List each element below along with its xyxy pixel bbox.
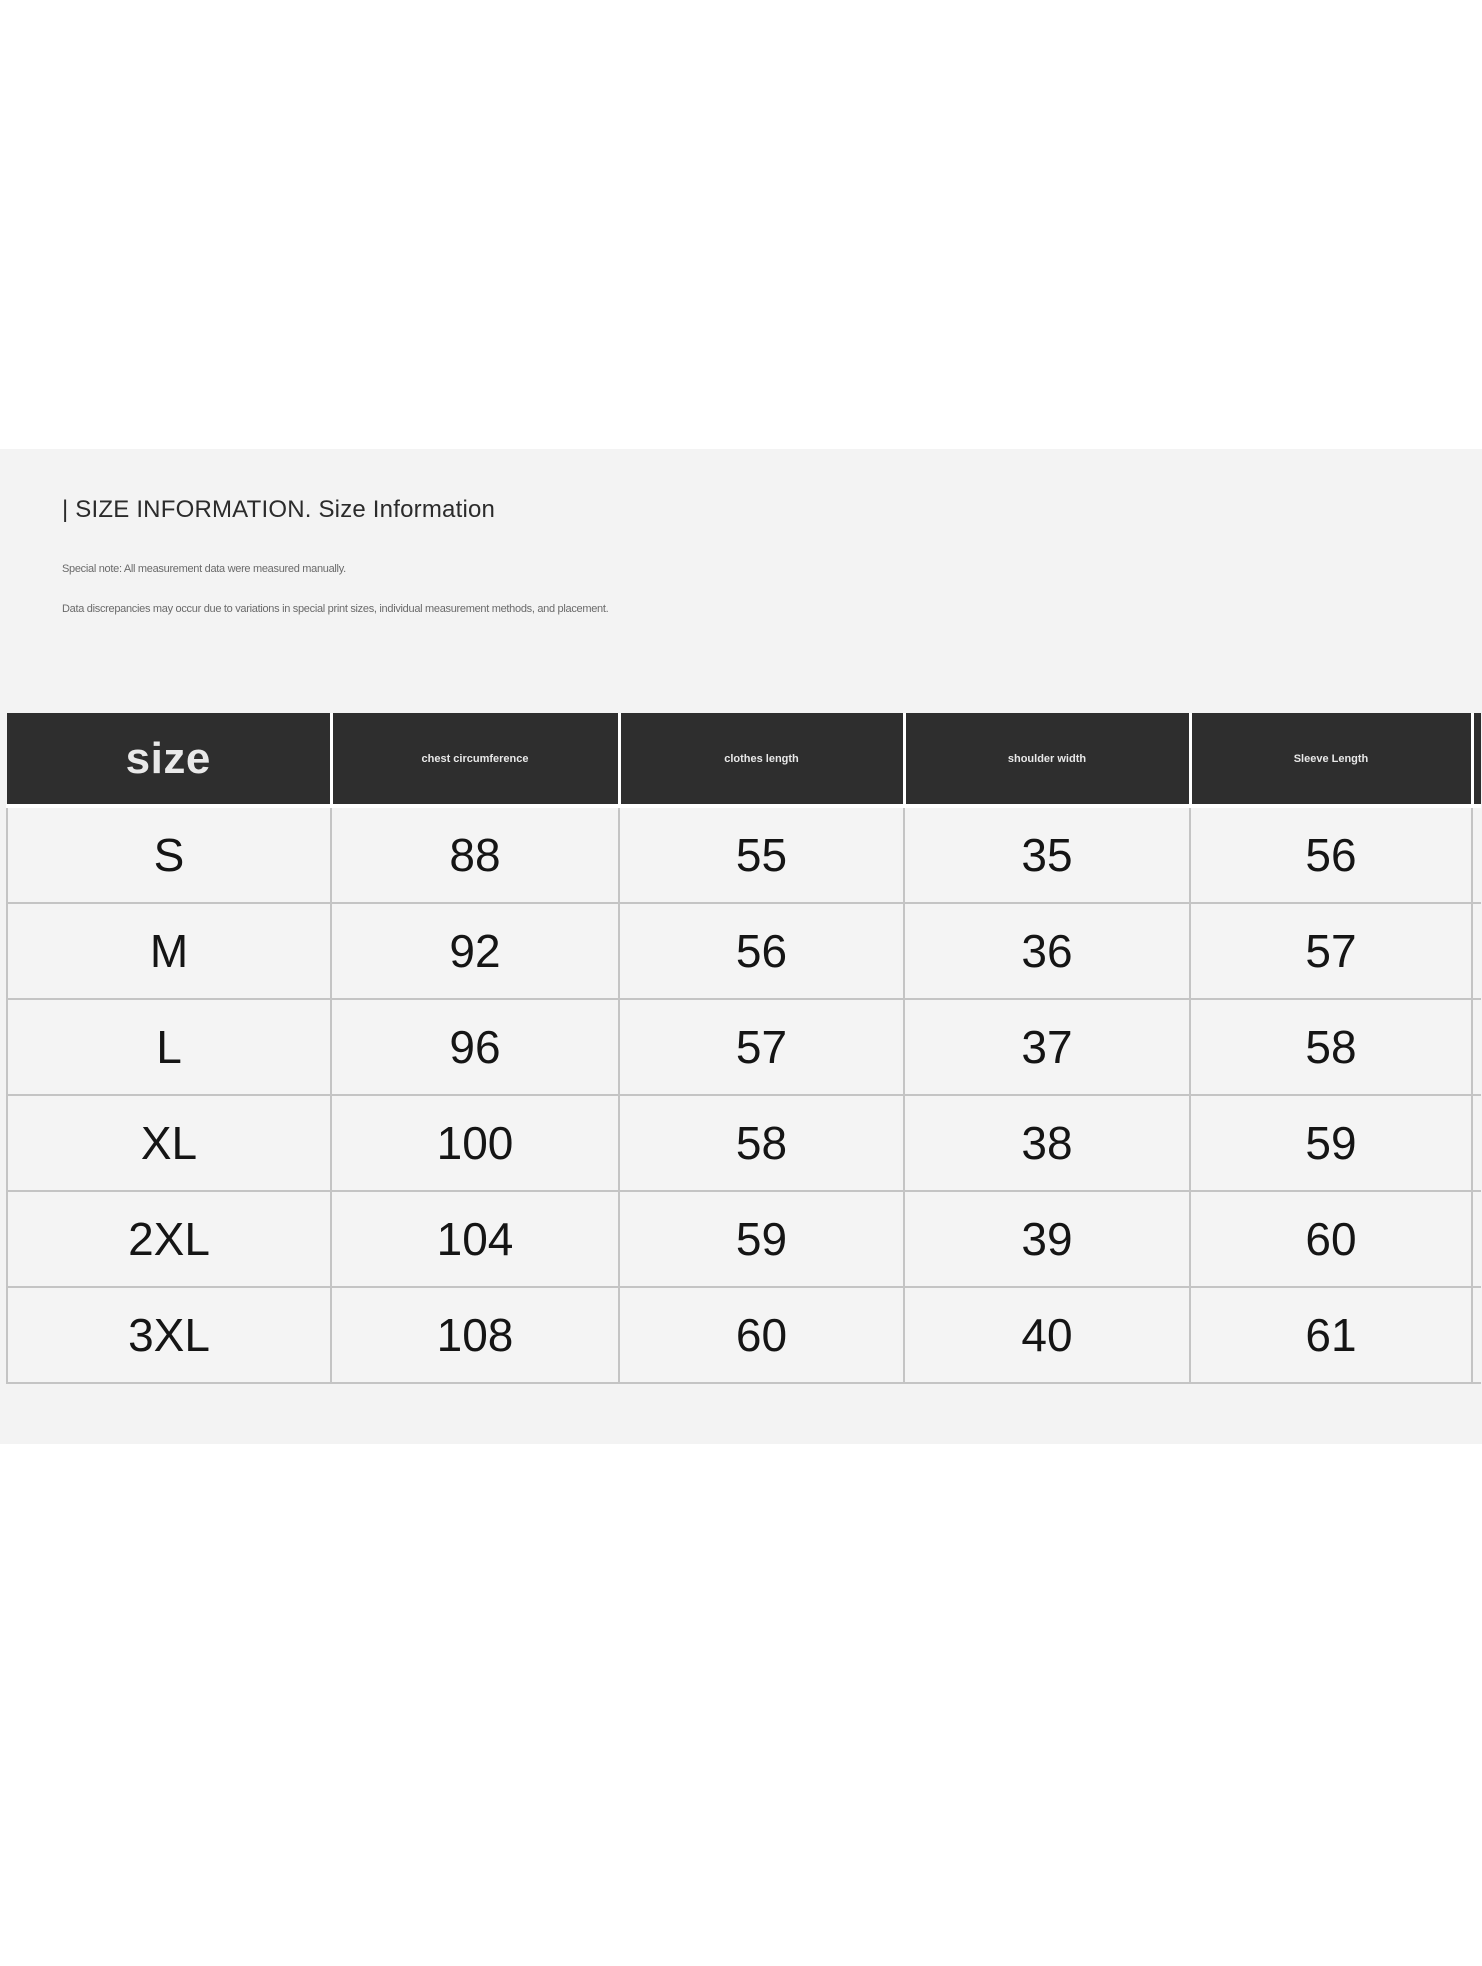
header-shoulder-width: shoulder width	[904, 713, 1190, 806]
sleeve-cell: 61	[1190, 1287, 1472, 1383]
discrepancy-note: Data discrepancies may occur due to variations in special print sizes, individual measurement methods, and placement.	[62, 603, 609, 615]
sleeve-cell: 60	[1190, 1191, 1472, 1287]
header-edge-cell	[1472, 713, 1481, 806]
table-row	[7, 806, 1481, 903]
edge-cell	[1472, 806, 1481, 903]
header-size: size	[7, 713, 331, 806]
sleeve-cell: 56	[1190, 806, 1472, 903]
shoulder-cell: 38	[904, 1095, 1190, 1191]
chest-cell: 96	[331, 999, 619, 1095]
table-row	[7, 1287, 1481, 1383]
table-row	[7, 1191, 1481, 1287]
edge-cell	[1472, 999, 1481, 1095]
size-cell: 2XL	[7, 1191, 331, 1287]
edge-cell	[1472, 1191, 1481, 1287]
section-heading: | SIZE INFORMATION. Size Information	[62, 496, 496, 523]
table-row	[7, 1095, 1481, 1191]
edge-cell	[1472, 1287, 1481, 1383]
sleeve-cell: 57	[1190, 903, 1472, 999]
header-chest-circumference: chest circumference	[331, 713, 619, 806]
sleeve-cell: 59	[1190, 1095, 1472, 1191]
size-cell: XL	[7, 1095, 331, 1191]
length-cell: 59	[619, 1191, 904, 1287]
size-cell: 3XL	[7, 1287, 331, 1383]
table-header-row	[7, 713, 1481, 806]
header-sleeve-length: Sleeve Length	[1190, 713, 1472, 806]
shoulder-cell: 40	[904, 1287, 1190, 1383]
size-cell: S	[7, 806, 331, 903]
special-note: Special note: All measurement data were measured manually.	[62, 563, 346, 575]
size-chart-table	[6, 713, 1481, 1384]
shoulder-cell: 39	[904, 1191, 1190, 1287]
chest-cell: 92	[331, 903, 619, 999]
header-clothes-length: clothes length	[619, 713, 904, 806]
length-cell: 58	[619, 1095, 904, 1191]
shoulder-cell: 37	[904, 999, 1190, 1095]
table-row	[7, 903, 1481, 999]
chest-cell: 104	[331, 1191, 619, 1287]
length-cell: 56	[619, 903, 904, 999]
length-cell: 57	[619, 999, 904, 1095]
edge-cell	[1472, 903, 1481, 999]
table-row	[7, 999, 1481, 1095]
chest-cell: 100	[331, 1095, 619, 1191]
chest-cell: 88	[331, 806, 619, 903]
size-cell: M	[7, 903, 331, 999]
shoulder-cell: 35	[904, 806, 1190, 903]
length-cell: 60	[619, 1287, 904, 1383]
length-cell: 55	[619, 806, 904, 903]
size-cell: L	[7, 999, 331, 1095]
edge-cell	[1472, 1095, 1481, 1191]
shoulder-cell: 36	[904, 903, 1190, 999]
chest-cell: 108	[331, 1287, 619, 1383]
sleeve-cell: 58	[1190, 999, 1472, 1095]
